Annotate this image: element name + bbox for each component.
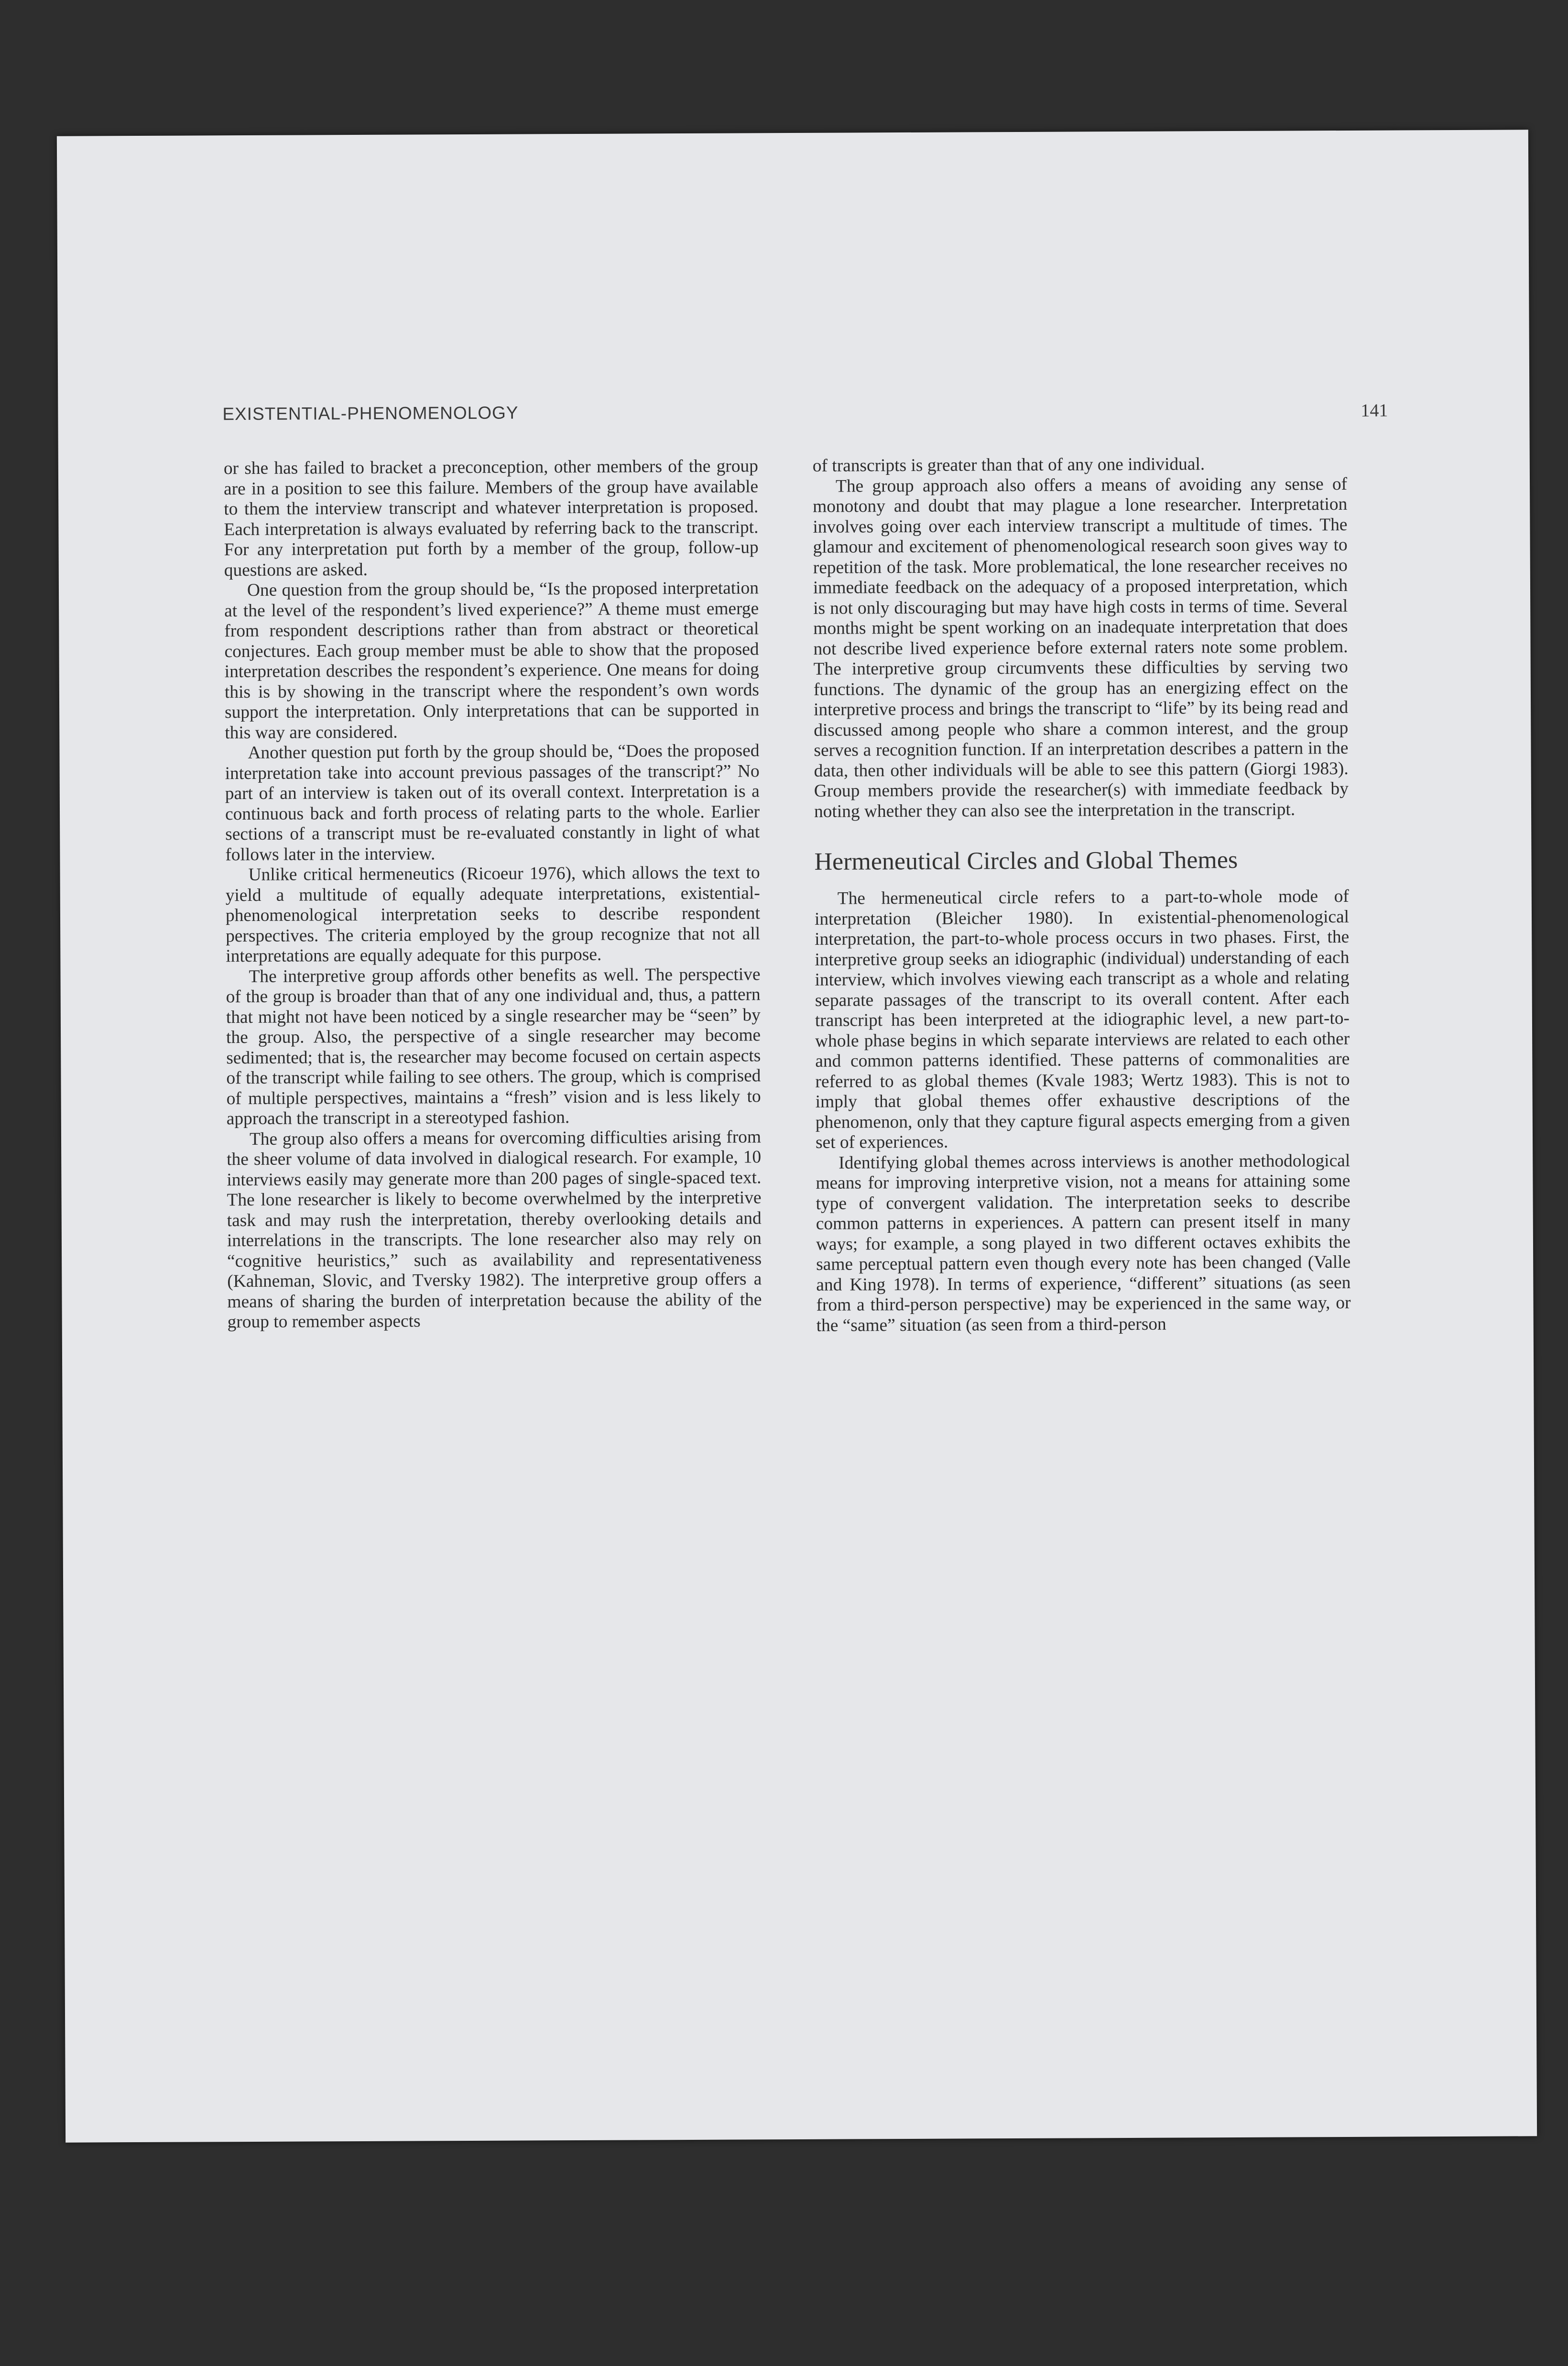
body-paragraph: of transcripts is greater than that of any one individual. — [812, 454, 1205, 476]
body-paragraph: or she has failed to bracket a preconception, other members of the group are in a position to see this failure. Members of the group have available to them the interview transcript and whatever interpretation is proposed. Each interpretation is always evaluated by referring back to the transcript. For any interpretation put forth by a member of the group, follow-up questions are asked. — [223, 456, 759, 580]
section-heading: Hermeneutical Circles and Global Themes — [814, 846, 1238, 876]
body-paragraph: The group approach also offers a means of avoiding any sense of monotony and doubt that may plague a lone researcher. Interpretation involves going over each interview transcript a multitude of times. The glamour and excitement of phenomenological research soon gives way to repetition of the task. More problematical, the lone researcher receives no immediate feedback on the adequacy of a proposed interpretation, which is not only discouraging but may have high costs in terms of time. Several months might be spent working on an inadequate interpretation that does not describe lived experience before external raters note some problem. The interpretive group circumvents these difficulties by serving two functions. The dynamic of the group has an energizing effect on the interpretive process and brings the transcript to “life” by its being read and discussed among people who share a common interest, and the group serves a recognition function. If an interpretation describes a pattern in the data, then other individuals will be able to see this pattern (Giorgi 1983). Group members provide the researcher(s) with immediate feedback by noting whether they can also see the interpretation in the transcript. — [813, 474, 1349, 822]
body-paragraph: One question from the group should be, “Is the proposed interpretation at the level of the respondent’s lived experience?” A theme must emerge from respondent descriptions rather than from abstract or theoretical conjectures. Each group member must be able to show that the proposed interpretation describes the respondent’s experience. One means for doing this is by showing in the transcript where the respondent’s own words support the interpretation. Only interpretations that can be supported in this way are considered. — [224, 578, 760, 743]
document-page — [57, 130, 1537, 2142]
page-number: 141 — [1361, 400, 1388, 421]
right-column — [813, 454, 1351, 1336]
body-paragraph: Another question put forth by the group should be, “Does the proposed interpretation take into account previous passages of the transcript?” No part of an interview is taken out of its overall context. Interpretation is a continuous back and forth process of relating parts to the whole. Earlier sections of a transcript must be re-evaluated constantly in light of what follows later in the interview. — [225, 741, 760, 865]
body-paragraph: The hermeneutical circle refers to a part-to-whole mode of interpretation (Bleicher 1980). In existential-phenomenological interpretation, the part-to-whole process occurs in two phases. First, the interpretive group seeks an idiographic (individual) understanding of each interview, which involves viewing each transcript as a whole and relating separate passages of the transcript to its overall content. After each transcript has been interpreted at the idiographic level, a new part-to-whole phase begins in which separate interviews are related to each other and common patterns identified. These patterns of commonalities are referred to as global themes (Kvale 1983; Wertz 1983). This is not to imply that global themes offer exhaustive descriptions of the phenomenon, only that they capture figural aspects emerging from a given set of experiences. — [814, 886, 1350, 1152]
body-paragraph: Unlike critical hermeneutics (Ricoeur 1976), which allows the text to yield a multitude of equally adequate interpretations, existential-phenomenological interpretation seeks to describe respondent perspectives. The criteria employed by the group recognize that not all interpretations are equally adequate for this purpose. — [225, 863, 761, 966]
left-column — [224, 456, 762, 1332]
page-header — [58, 398, 1529, 433]
running-head: EXISTENTIAL-PHENOMENOLOGY — [222, 403, 519, 424]
body-paragraph: The group also offers a means for overcoming difficulties arising from the sheer volume of data involved in dialogical research. For example, 10 interviews easily may generate more than 200 pages of single-spaced text. The lone researcher is likely to become overwhelmed by the interpretive task and may rush the interpretation, thereby overlooking details and interrelations in the transcripts. The lone researcher also may rely on “cognitive heuristics,” such as availability and representativeness (Kahneman, Slovic, and Tversky 1982). The interpretive group offers a means of sharing the burden of interpretation because the ability of the group to remember aspects — [227, 1127, 762, 1332]
body-paragraph: The interpretive group affords other benefits as well. The perspective of the group is broader than that of any one individual and, thus, a pattern that might not have been noticed by a single researcher may be “seen” by the group. Also, the perspective of a single researcher may become sedimented; that is, the researcher may become focused on certain aspects of the transcript while failing to see others. The group, which is comprised of multiple perspectives, maintains a “fresh” vision and is less likely to approach the transcript in a stereotyped fashion. — [226, 964, 761, 1129]
body-paragraph: Identifying global themes across interviews is another methodological means for improving interpretive vision, not a means for attaining some type of convergent validation. The interpretation seeks to describe common patterns in experiences. A pattern can present itself in many ways; for example, a song played in two different octaves exhibits the same perceptual pattern even though every note has been changed (Valle and King 1978). In terms of experience, “different” situations (as seen from a third-person perspective) may be experienced in the same way, or the “same” situation (as seen from a third-person — [816, 1150, 1351, 1336]
